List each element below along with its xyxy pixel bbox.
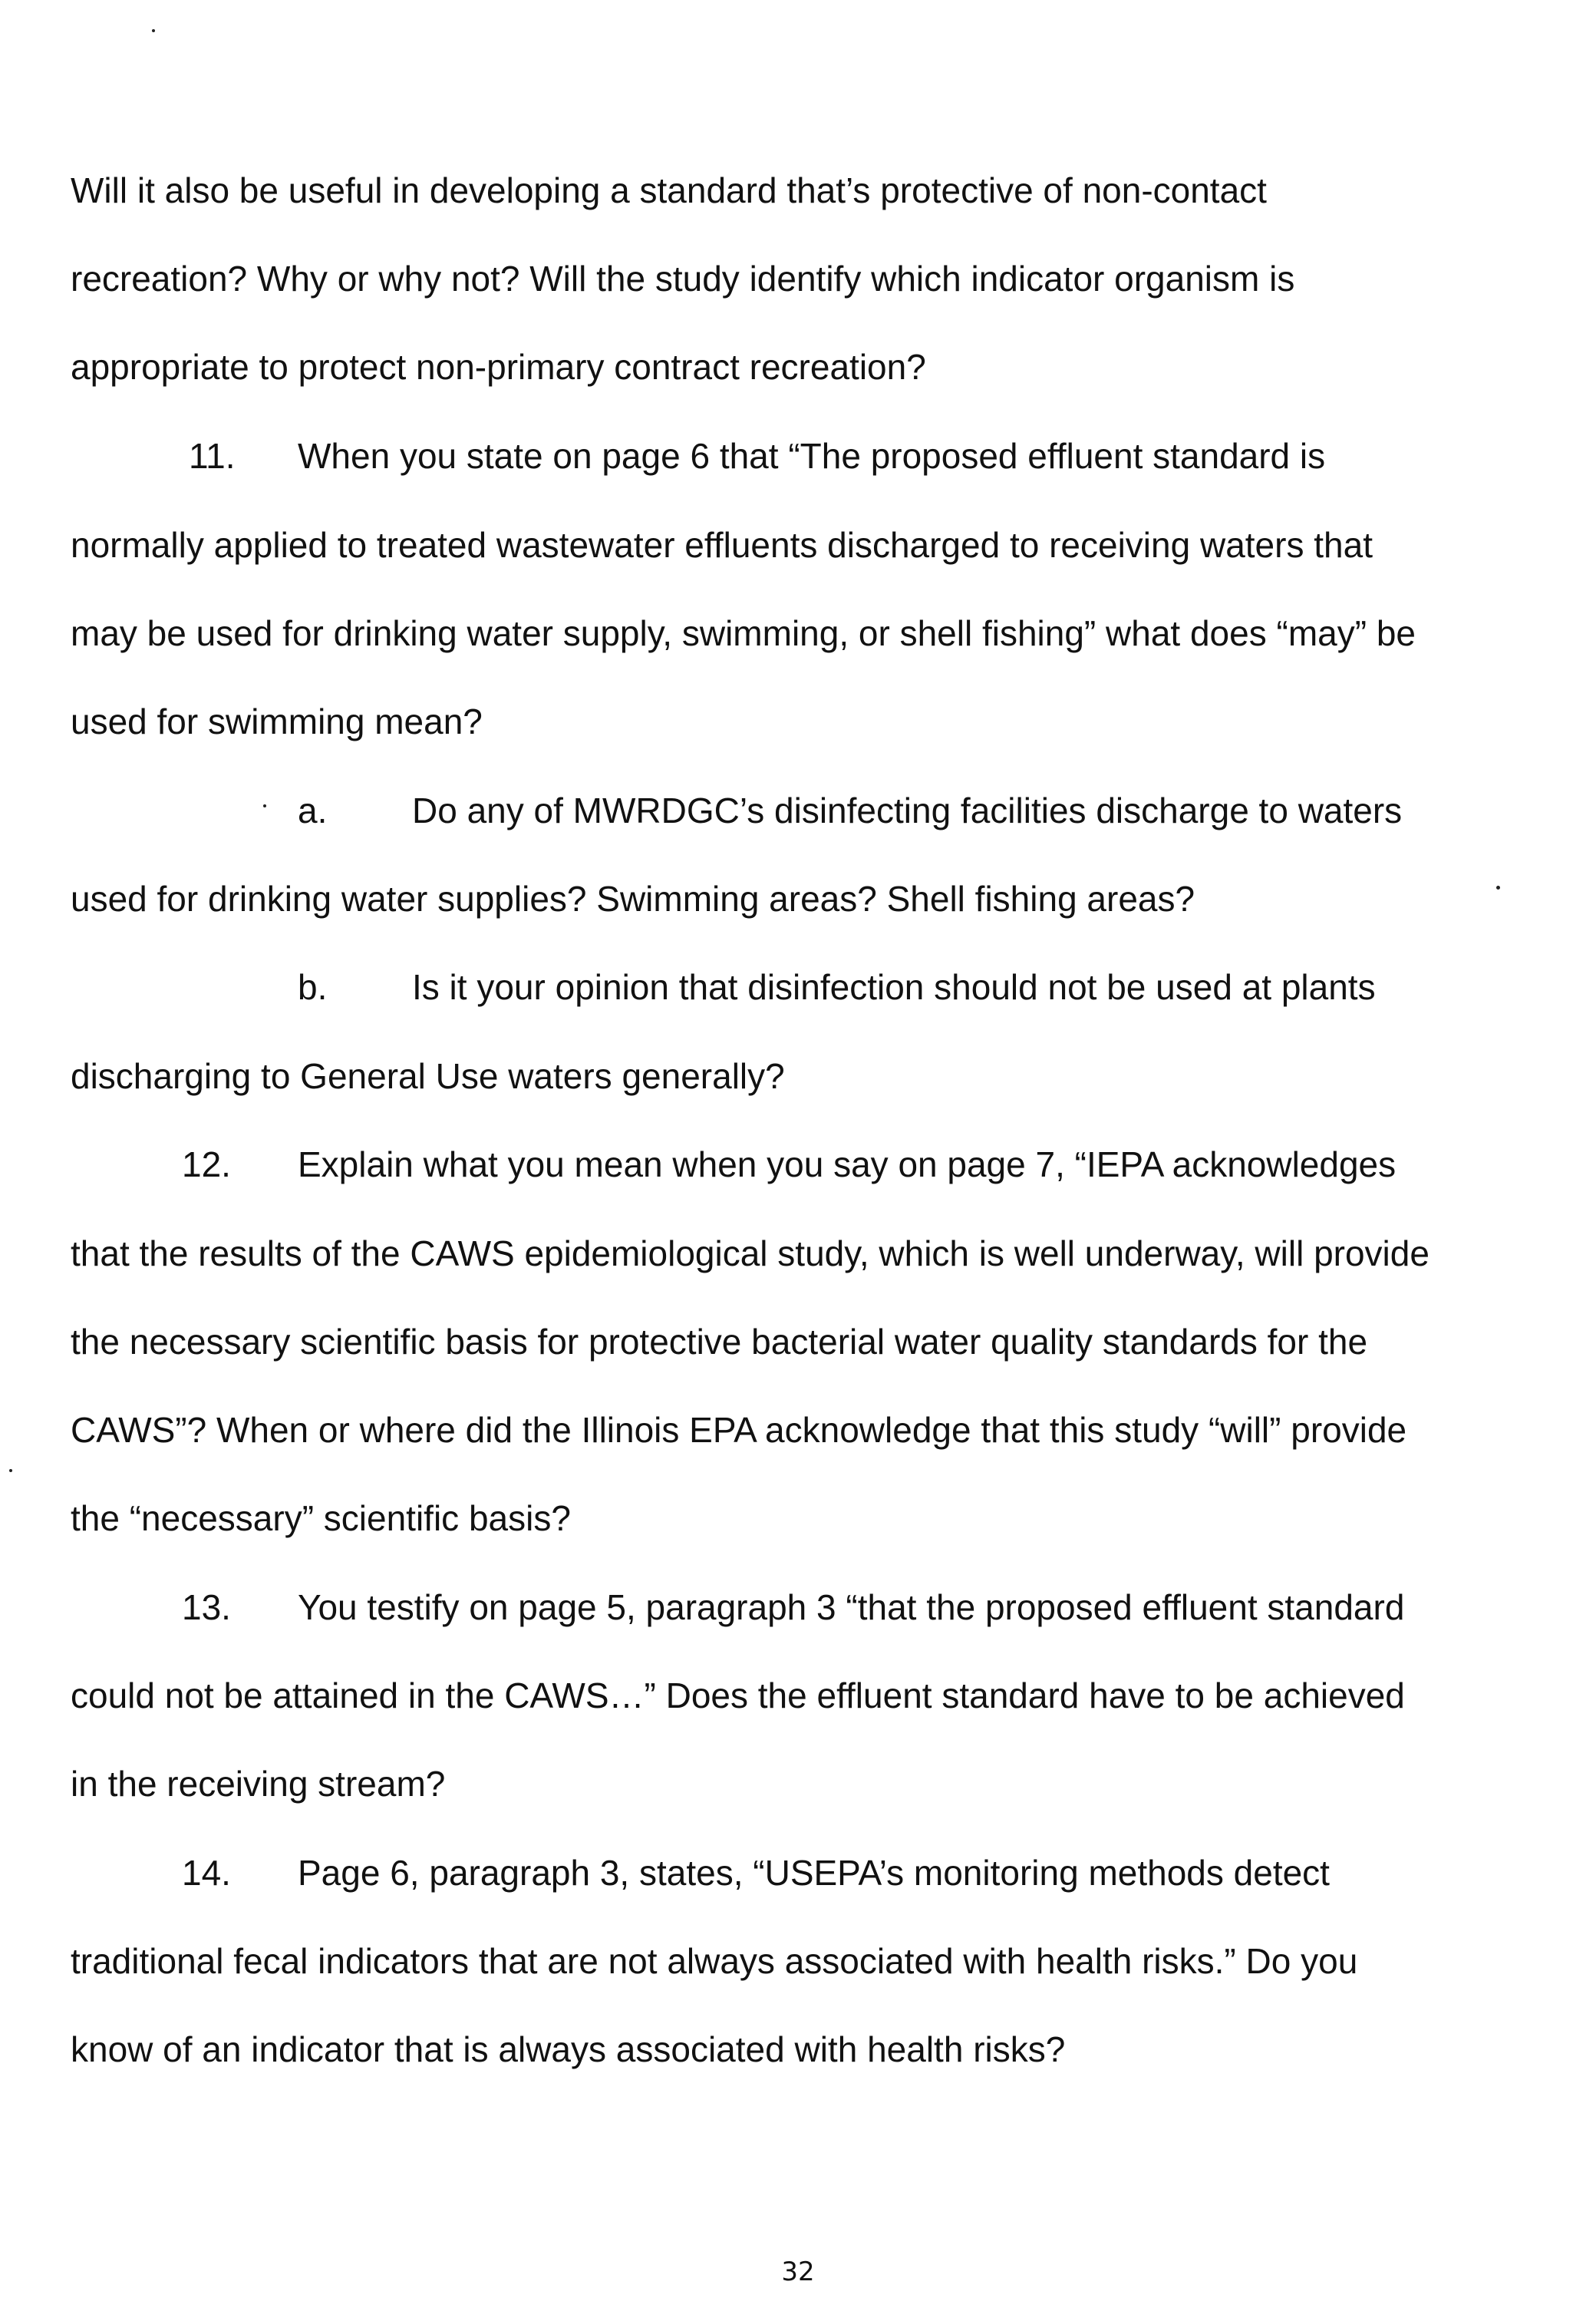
subquestion-letter: a. [298,791,328,830]
question-number: 13. [182,1587,231,1627]
question-number: 11. [189,436,236,476]
text-line: When you state on page 6 that “The proposed effluent standard is [298,436,1326,476]
text-line: discharging to General Use waters generally? [71,1056,785,1096]
text-line: in the receiving stream? [71,1764,446,1804]
text-line: that the results of the CAWS epidemiological study, which is well underway, will provide [71,1233,1429,1273]
page-number: 32 [781,2257,815,2287]
text-line: normally applied to treated wastewater effluents discharged to receiving waters that [71,525,1373,565]
text-line: Do any of MWRDGC’s disinfecting facilities discharge to waters [412,791,1403,830]
text-line: CAWS”? When or where did the Illinois EPA acknowledge that this study “will” provide [71,1410,1407,1450]
text-line: appropriate to protect non-primary contract recreation? [71,347,926,387]
text-line: used for swimming mean? [71,702,483,741]
text-line: You testify on page 5, paragraph 3 “that the proposed effluent standard [298,1587,1405,1627]
text-line: used for drinking water supplies? Swimming areas? Shell fishing areas? [71,879,1195,919]
text-line: the “necessary” scientific basis? [71,1498,571,1538]
text-line: Will it also be useful in developing a standard that’s protective of non-contact [71,170,1267,210]
text-line: traditional fecal indicators that are not always associated with health risks.” Do you [71,1941,1358,1981]
subquestion-letter: b. [298,967,328,1007]
text-line: know of an indicator that is always associated with health risks? [71,2029,1066,2069]
text-line: the necessary scientific basis for protective bacterial water quality standards for the [71,1322,1368,1362]
scan-speck [1496,886,1500,890]
text-line: may be used for drinking water supply, swimming, or shell fishing” what does “may” be [71,613,1416,653]
scan-speck [152,29,155,32]
text-line: recreation? Why or why not? Will the study identify which indicator organism is [71,259,1295,299]
question-number: 14. [182,1853,231,1893]
text-line: Explain what you mean when you say on page 7, “IEPA acknowledges [298,1144,1396,1184]
scan-speck [9,1469,12,1472]
question-number: 12. [182,1144,231,1184]
text-line: could not be attained in the CAWS…” Does the effluent standard have to be achieved [71,1676,1405,1715]
scan-speck [263,804,266,807]
text-line: Page 6, paragraph 3, states, “USEPA’s monitoring methods detect [298,1853,1330,1893]
text-line: Is it your opinion that disinfection should not be used at plants [412,967,1376,1007]
